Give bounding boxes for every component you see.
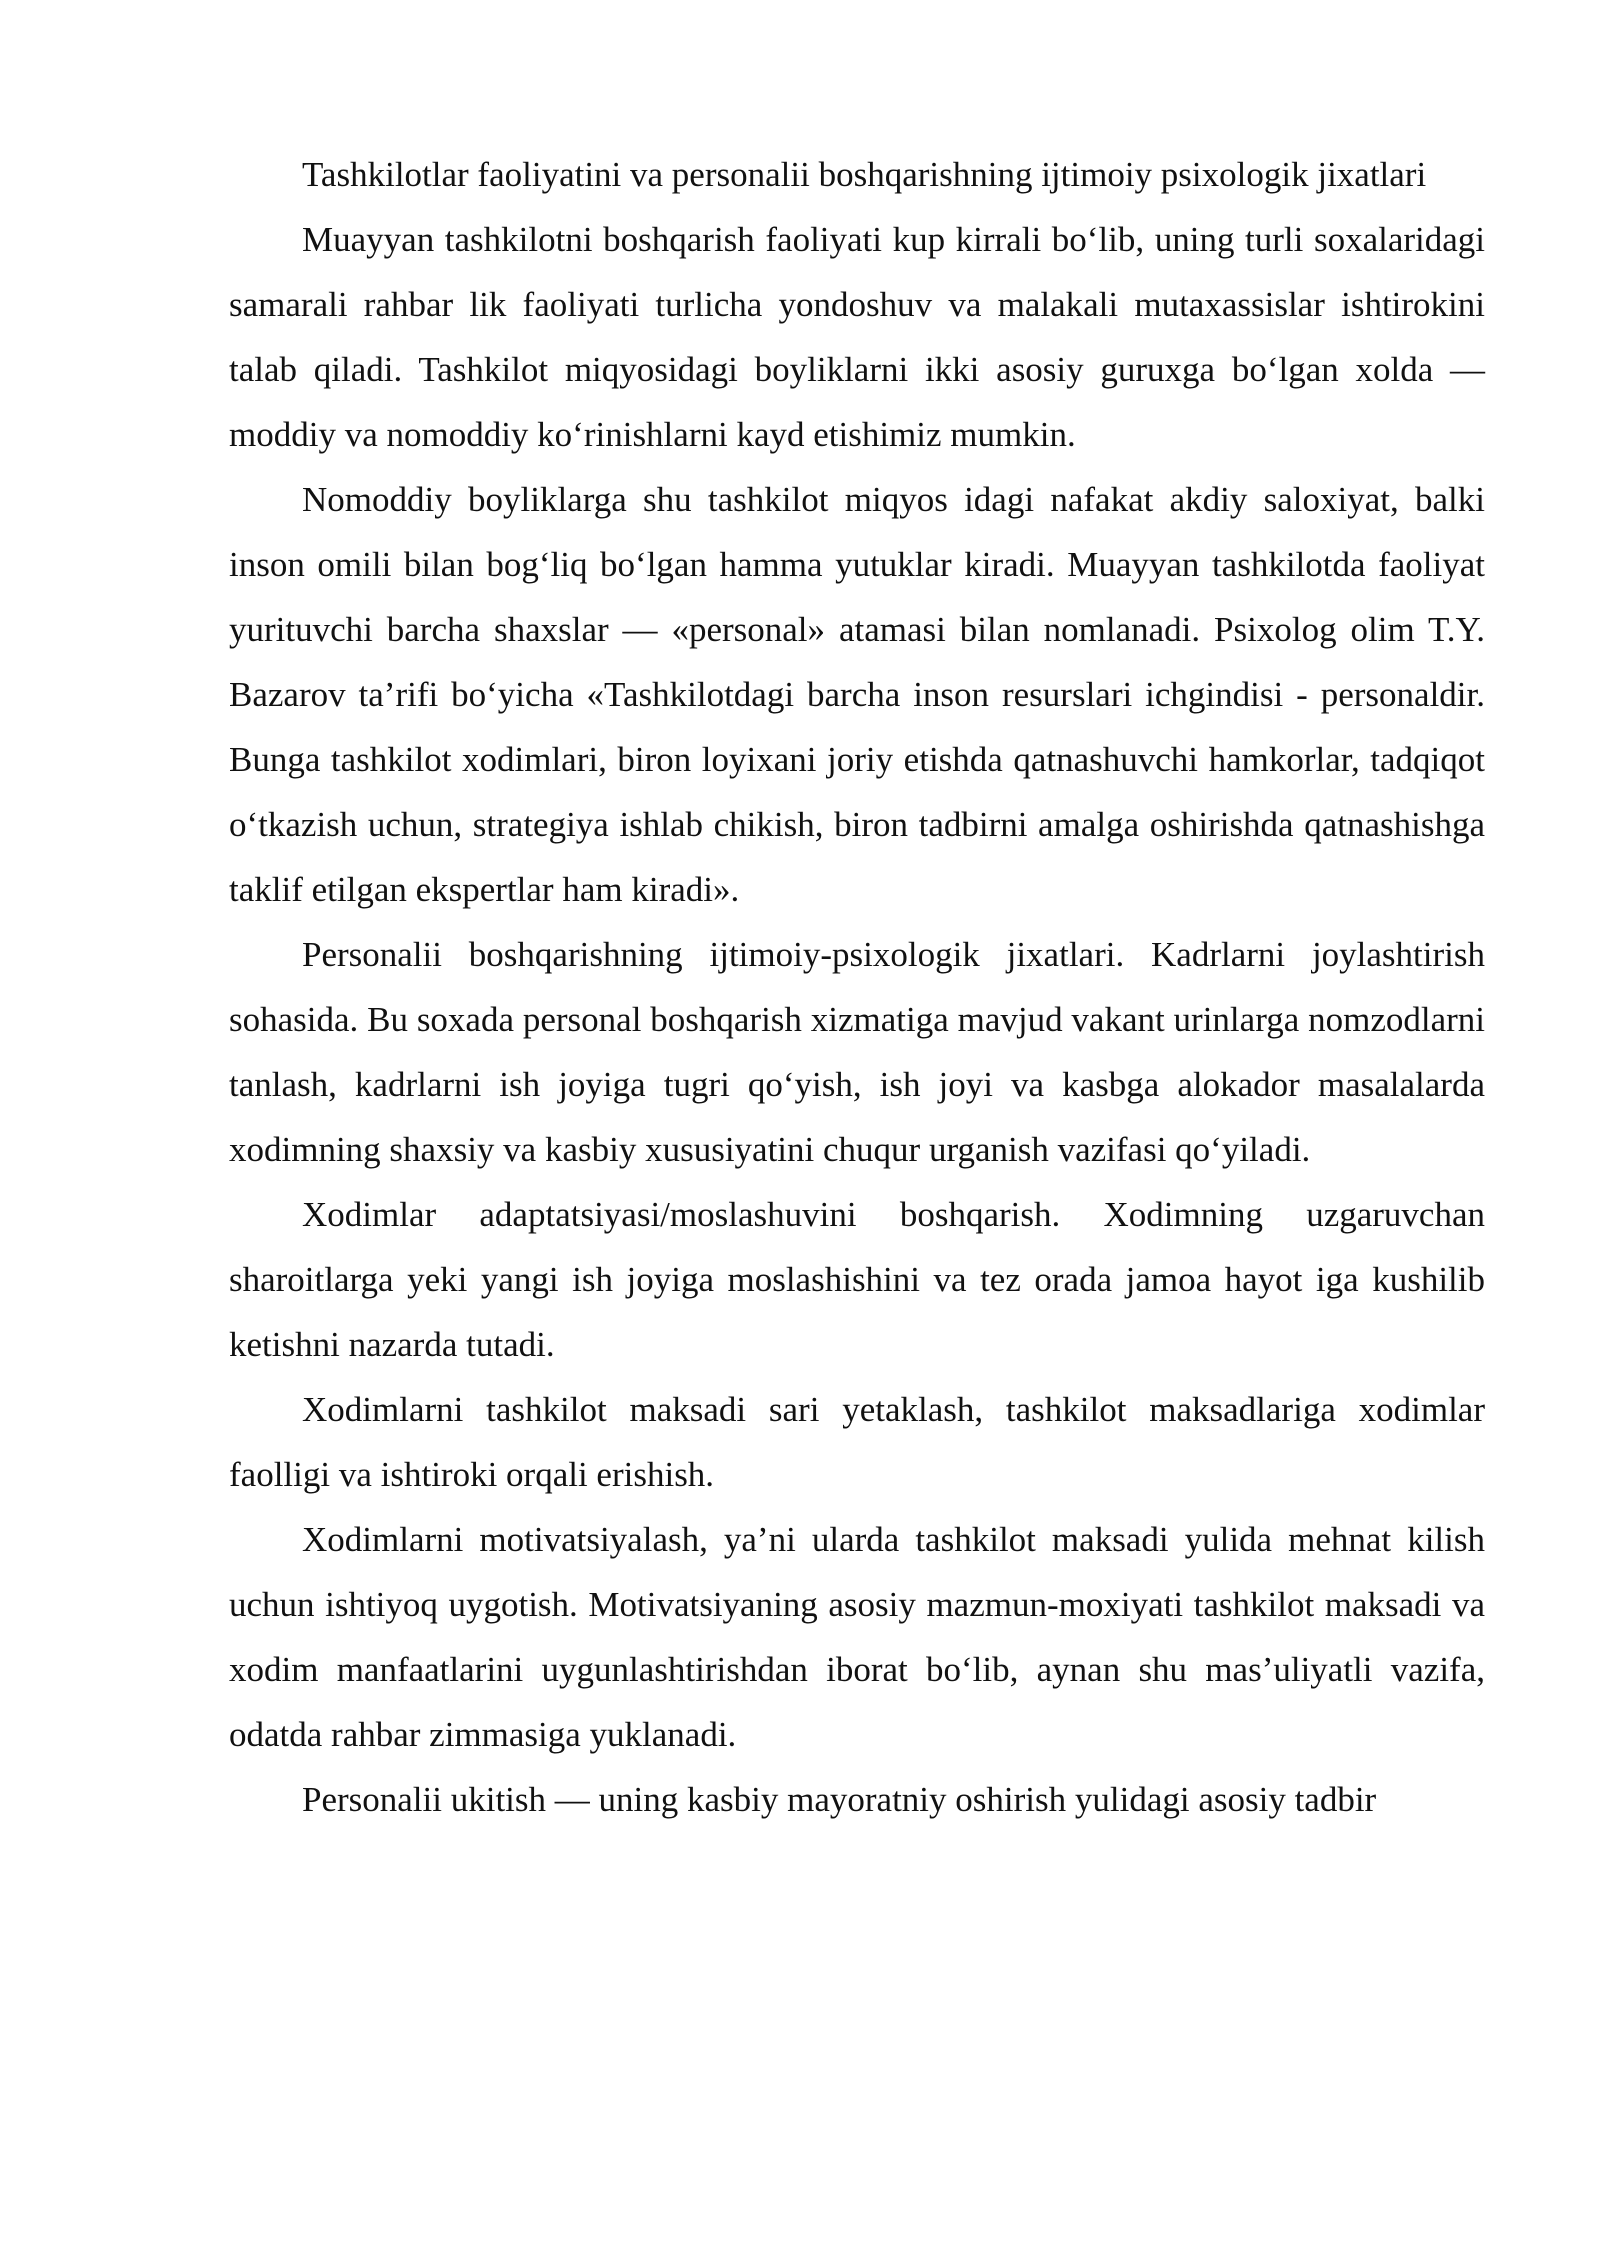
paragraph: Xodimlar adaptatsiyasi/moslashuvini boshqarish. Xodimning uzgaruvchan sharoitlarga yeki yangi ish joyiga moslashishini va tez orada jamoa hayot iga kushilib ketishni nazarda tutadi. <box>229 1195 1485 1364</box>
paragraph: Personalii boshqarishning ijtimoiy-psixologik jixatlari. Kadrlarni joylashtirish sohasida. Bu soxada personal boshqarish xizmatiga mavjud vakant urinlarga nomzodlarni tanlash, kadrlarni ish joyiga tugri qo‘yish, ish joyi va kasbga alokador masalalarda xodimning shaxsiy va kasbiy xususiyatini chuqur urganish vazifasi qo‘yiladi. <box>229 935 1485 1169</box>
paragraph-title: Tashkilotlar faoliyatini va personalii boshqarishning ijtimoiy psixologik jixatlari <box>302 155 1427 194</box>
paragraph: Personalii ukitish — uning kasbiy mayoratniy oshirish yulidagi asosiy tadbir <box>302 1780 1377 1819</box>
document-page <box>229 142 1485 1832</box>
paragraph: Muayyan tashkilotni boshqarish faoliyati kup kirrali bo‘lib, uning turli soxalaridagi samarali rahbar lik faoliyati turlicha yondoshuv va malakali mutaxassislar ishtirokini talab qiladi. Tashkilot miqyosidagi boyliklarni ikki asosiy guruxga bo‘lgan xolda — moddiy va nomoddiy ko‘rinishlarni kayd etishimiz mumkin. <box>229 220 1485 454</box>
paragraph: Xodimlarni tashkilot maksadi sari yetaklash, tashkilot maksadlariga xodimlar faolligi va ishtiroki orqali erishish. <box>229 1390 1485 1494</box>
paragraph: Xodimlarni motivatsiyalash, ya’ni ularda tashkilot maksadi yulida mehnat kilish uchun ishtiyoq uygotish. Motivatsiyaning asosiy mazmun-moxiyati tashkilot maksadi va xodim manfaatlarini uygunlashtirishdan iborat bo‘lib, aynan shu mas’uliyatli vazifa, odatda rahbar zimmasiga yuklanadi. <box>229 1520 1485 1754</box>
paragraph: Nomoddiy boyliklarga shu tashkilot miqyos idagi nafakat akdiy saloxiyat, balki inson omili bilan bog‘liq bo‘lgan hamma yutuklar kiradi. Muayyan tashkilotda faoliyat yurituvchi barcha shaxslar — «personal» atamasi bilan nomlanadi. Psixolog olim T.Y. Bazarov ta’rifi bo‘yicha «Tashkilotdagi barcha inson resurslari ichgindisi - personaldir. Bunga tashkilot xodimlari, biron loyixani joriy etishda qatnashuvchi hamkorlar, tadqiqot o‘tkazish uchun, strategiya ishlab chikish, biron tadbirni amalga oshirishda qatnashishga taklif etilgan ekspertlar ham kiradi». <box>229 480 1485 909</box>
